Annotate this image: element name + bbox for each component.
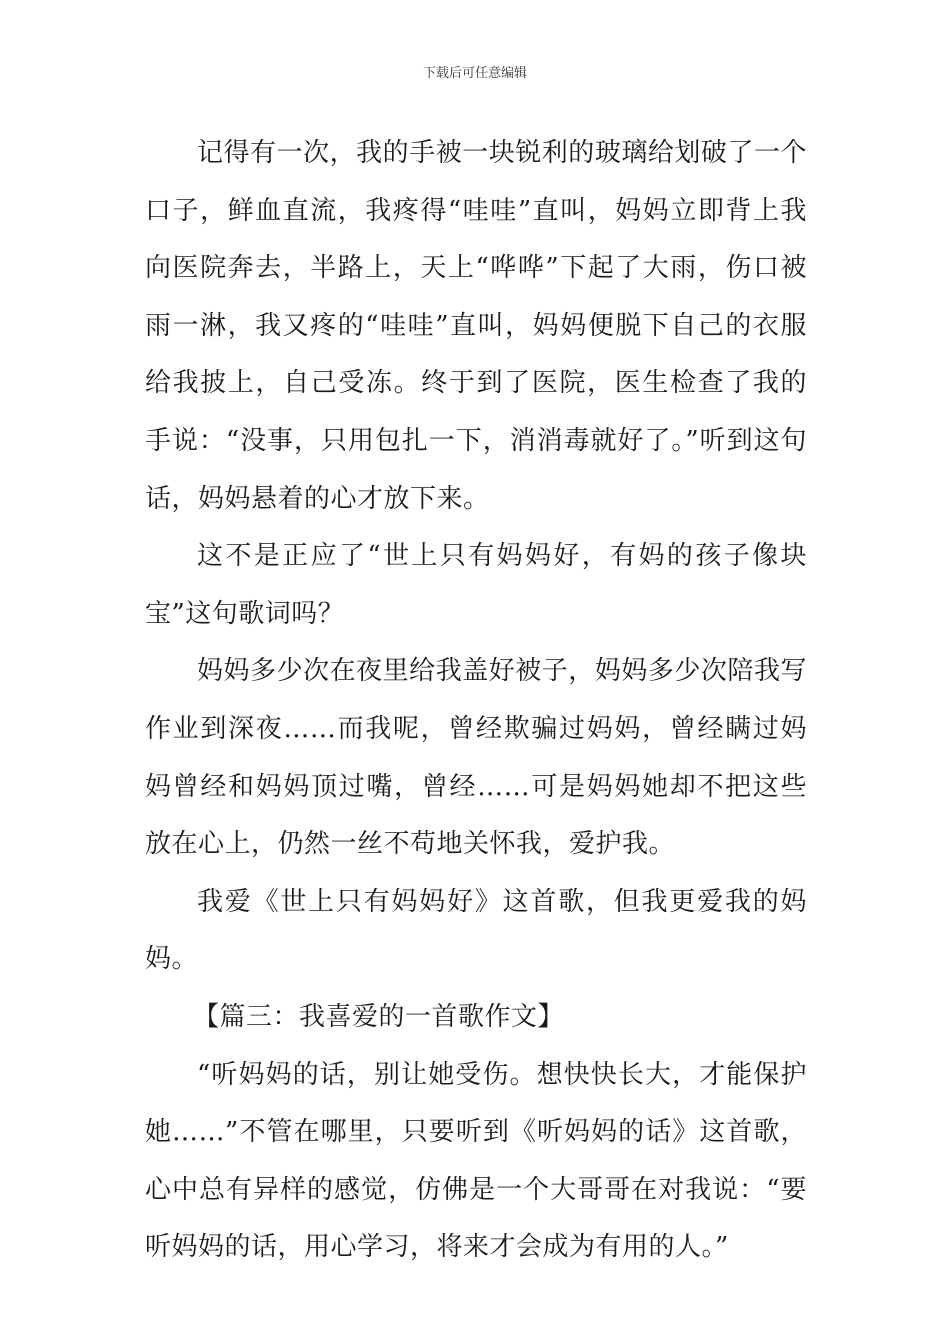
- paragraph-listen-to-mom: “听妈妈的话，别让她受伤。想快快长大，才能保护她……”不管在哪里，只要听到《听妈妈的话》这首歌，心中总有异样的感觉，仿佛是一个大哥哥在对我说：“要听妈妈的话，用心学习，将来才会成为有用的人。”: [145, 1059, 807, 1263]
- document-body: [145, 125, 807, 1277]
- paragraph-song-lyric: 这不是正应了“世上只有妈妈好，有妈的孩子像块宝”这句歌词吗？: [145, 541, 807, 629]
- paragraph-love-song: 我爱《世上只有妈妈好》这首歌，但我更爱我的妈妈。: [145, 886, 807, 975]
- section-heading: 【篇三：我喜爱的一首歌作文】: [193, 1001, 565, 1032]
- paragraph-hospital-story: 记得有一次，我的手被一块锐利的玻璃给划破了一个口子，鲜血直流，我疼得“哇哇”直叫，妈妈立即背上我向医院奔去，半路上，天上“哗哗”下起了大雨，伤口被雨一淋，我又疼的“哇哇”直叫，妈妈便脱下自己的衣服给我披上，自己受冻。终于到了医院，医生检查了我的手说：“没事，只用包扎一下，消消毒就好了。”听到这句话，妈妈悬着的心才放下来。: [145, 138, 807, 514]
- paragraph-mother-care: 妈妈多少次在夜里给我盖好被子，妈妈多少次陪我写作业到深夜……而我呢，曾经欺骗过妈妈，曾经瞒过妈妈曾经和妈妈顶过嘴，曾经……可是妈妈她却不把这些放在心上，仍然一丝不苟地关怀我，爱护我。: [145, 656, 807, 860]
- page-header: 下载后可任意编辑: [422, 66, 527, 81]
